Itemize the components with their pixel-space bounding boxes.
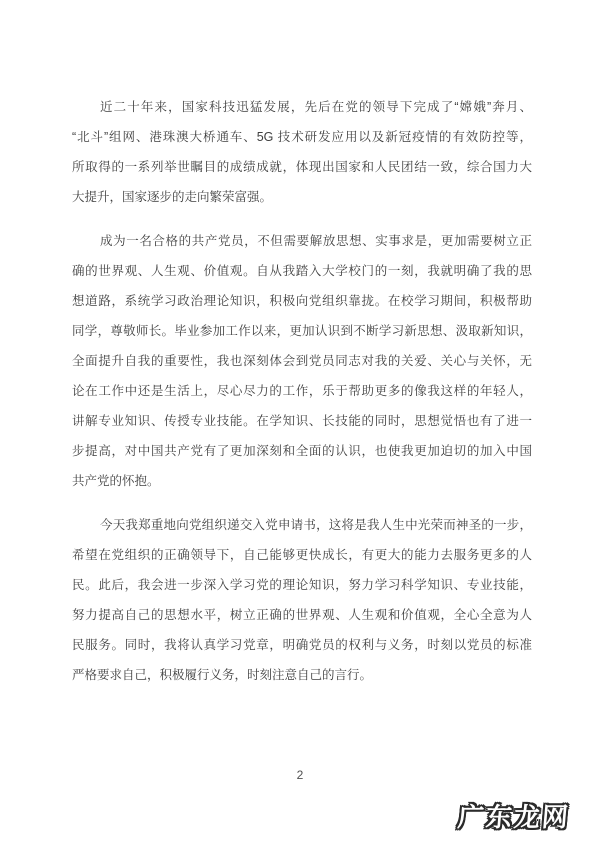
text-line: 想道路，系统学习政治理论知识，积极向党组织靠拢。在校学习期间，积极帮助 — [72, 294, 532, 308]
text-line: “北斗”组网、港珠澳大桥通车、5G 技术研发应用以及新冠疫情的有效防控等， — [72, 130, 532, 144]
text-line: 同学，尊敬师长。毕业参加工作以来，更加认识到不断学习新思想、汲取新知识， — [72, 324, 532, 338]
text-line: 讲解专业知识、传授专业技能。在学知识、长技能的同时，思想觉悟也有了进一 — [72, 414, 532, 428]
paragraph — [72, 510, 532, 690]
text-line: 全面提升自我的重要性，我也深刻体会到党员同志对我的关爱、关心与关怀，无 — [72, 354, 532, 368]
text-line: 确的世界观、人生观、价值观。自从我踏入大学校门的一刻，我就明确了我的思 — [72, 264, 532, 278]
paragraph — [72, 226, 532, 496]
text-line: 今天我郑重地向党组织递交入党申请书，这将是我人生中光荣而神圣的一步， — [100, 518, 532, 532]
text-line: 近二十年来，国家科技迅猛发展，先后在党的领导下完成了“嫦娥”奔月、 — [100, 100, 532, 114]
text-line: 民。此后，我会进一步深入学习党的理论知识，努力学习科学知识、专业技能， — [72, 578, 532, 592]
document-body — [72, 92, 532, 704]
text-line: 努力提高自己的思想水平，树立正确的世界观、人生观和价值观，全心全意为人 — [72, 608, 532, 622]
watermark-text: 广东龙网 — [456, 802, 572, 832]
text-line: 共产党的怀抱。 — [72, 474, 160, 488]
text-line: 严格要求自己，积极履行义务，时刻注意自己的言行。 — [72, 668, 373, 682]
text-line: 步提高，对中国共产党有了更加深刻和全面的认识，也使我更加迫切的加入中国 — [72, 444, 532, 458]
text-line: 希望在党组织的正确领导下，自己能够更快成长，有更大的能力去服务更多的人 — [72, 548, 532, 562]
text-line: 大提升，国家逐步的走向繁荣富强。 — [72, 190, 273, 204]
paragraph — [72, 92, 532, 212]
text-line: 所取得的一系列举世瞩目的成绩成就，体现出国家和人民团结一致，综合国力大 — [72, 160, 532, 174]
text-line: 论在工作中还是生活上，尽心尽力的工作，乐于帮助更多的像我这样的年轻人， — [72, 384, 532, 398]
text-line: 民服务。同时，我将认真学习党章，明确党员的权利与义务，时刻以党员的标准 — [72, 638, 532, 652]
page-number: 2 — [296, 768, 304, 782]
text-line: 成为一名合格的共产党员，不但需要解放思想、实事求是，更加需要树立正 — [100, 234, 532, 248]
